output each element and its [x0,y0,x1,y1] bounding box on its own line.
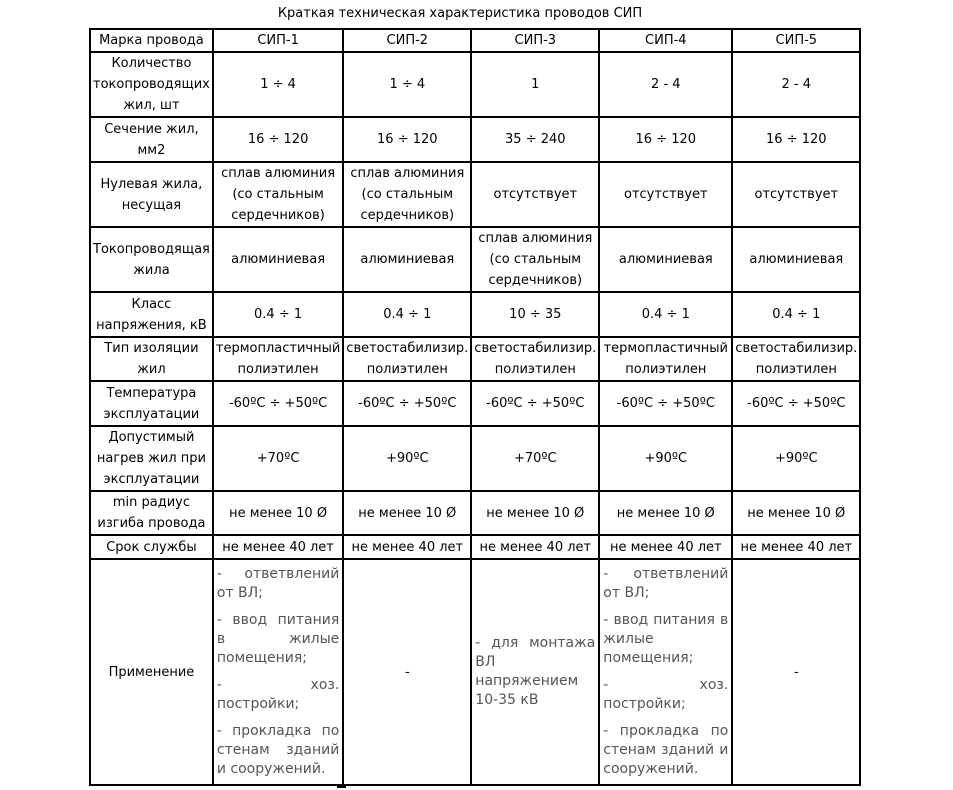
table-row [90,162,860,227]
table-cell: +90ºC [732,426,860,491]
row-label: min радиус изгиба провода [90,491,213,535]
table-cell: светостабилизир. полиэтилен [471,337,599,381]
table-cell: термопластичный полиэтилен [599,337,732,381]
table-cell: не менее 40 лет [599,535,732,559]
table-cell: 0.4 ÷ 1 [599,292,732,337]
table-cell: 10 ÷ 35 [471,292,599,337]
row-label: Тип изоляции жил [90,337,213,381]
table-cell: +90ºC [343,426,471,491]
table-cell: -60ºC ÷ +50ºC [732,381,860,426]
header-label: Марка провода [90,29,213,52]
table-row [90,491,860,535]
table-cell: +70ºC [471,426,599,491]
application-cell [213,559,343,785]
table-cell: сплав алюминия (со стальным сердечников) [471,227,599,292]
table-cell: алюминиевая [343,227,471,292]
application-item: - [793,664,799,680]
table-row [90,227,860,292]
table-cell: сплав алюминия (со стальным сердечников) [213,162,343,227]
table-cell: +90ºC [599,426,732,491]
table-cell: алюминиевая [599,227,732,292]
table-cell: 1 ÷ 4 [343,52,471,117]
row-label: Допустимый нагрев жил при эксплуатации [90,426,213,491]
row-label: Сечение жил, мм2 [90,117,213,162]
table-cell: 16 ÷ 120 [343,117,471,162]
sip-spec-table [89,28,861,786]
row-label: Срок службы [90,535,213,559]
application-cell [471,559,599,785]
table-cell: 1 ÷ 4 [213,52,343,117]
application-row [90,559,860,785]
row-label: Класс напряжения, кВ [90,292,213,337]
table-cell: отсутствует [599,162,732,227]
table-row [90,337,860,381]
table-cell: алюминиевая [213,227,343,292]
application-item: - ответвлений от ВЛ; [216,566,340,601]
table-cell: -60ºC ÷ +50ºC [471,381,599,426]
table-row [90,535,860,559]
application-cell [732,559,860,785]
table-cell: не менее 10 Ø [732,491,860,535]
application-cell [599,559,732,785]
table-cell: 16 ÷ 120 [599,117,732,162]
table-cell: отсутствует [732,162,860,227]
header-row [90,29,860,52]
application-item: - хоз. постройки; [216,677,340,712]
table-row [90,426,860,491]
table-cell: не менее 10 Ø [599,491,732,535]
table-row [90,381,860,426]
table-title: Краткая техническая характеристика проводов СИП [277,6,643,21]
row-label: Применение [90,559,213,785]
column-header: СИП-4 [599,29,732,52]
table-cell: не менее 40 лет [213,535,343,559]
table-cell: термопластичный полиэтилен [213,337,343,381]
table-cell: светостабилизир. полиэтилен [732,337,860,381]
table-cell: 1 [471,52,599,117]
application-item: - ответвлений от ВЛ; [603,566,729,601]
table-cell: +70ºC [213,426,343,491]
table-cell: отсутствует [471,162,599,227]
table-cell: -60ºC ÷ +50ºC [343,381,471,426]
table-cell: 0.4 ÷ 1 [343,292,471,337]
table-cell: 16 ÷ 120 [213,117,343,162]
table-cell: не менее 40 лет [732,535,860,559]
table-cell: сплав алюминия (со стальным сердечников) [343,162,471,227]
table-cell: не менее 40 лет [343,535,471,559]
table-row [90,292,860,337]
row-label: Количество токопроводящих жил, шт [90,52,213,117]
table-cell: 2 - 4 [732,52,860,117]
table-cell: не менее 40 лет [471,535,599,559]
application-item: - ввод питания в жилые помещения; [216,612,340,666]
application-item: - ввод питания в жилые помещения; [603,612,729,666]
application-item: - прокладка по стенам зданий и сооружений. [216,723,340,777]
column-header: СИП-5 [732,29,860,52]
application-item: - [404,664,410,680]
application-cell [343,559,471,785]
application-item: - хоз. постройки; [603,677,729,712]
application-item: - для монтажа ВЛ напряжением 10-35 кВ [475,635,596,708]
column-header: СИП-2 [343,29,471,52]
column-header: СИП-3 [471,29,599,52]
decorative-dash [337,786,346,788]
table-row [90,117,860,162]
table-cell: не менее 10 Ø [213,491,343,535]
row-label: Нулевая жила, несущая [90,162,213,227]
table-cell: 35 ÷ 240 [471,117,599,162]
table-cell: не менее 10 Ø [471,491,599,535]
column-header: СИП-1 [213,29,343,52]
table-cell: -60ºC ÷ +50ºC [213,381,343,426]
table-cell: светостабилизир. полиэтилен [343,337,471,381]
application-item: - прокладка по стенам зданий и сооружений. [603,723,729,777]
table-cell: -60ºC ÷ +50ºC [599,381,732,426]
table-cell: 16 ÷ 120 [732,117,860,162]
row-label: Температура эксплуатации [90,381,213,426]
table-cell: 2 - 4 [599,52,732,117]
table-cell: 0.4 ÷ 1 [213,292,343,337]
table-cell: не менее 10 Ø [343,491,471,535]
table-row [90,52,860,117]
table-cell: 0.4 ÷ 1 [732,292,860,337]
row-label: Токопроводящая жила [90,227,213,292]
table-cell: алюминиевая [732,227,860,292]
